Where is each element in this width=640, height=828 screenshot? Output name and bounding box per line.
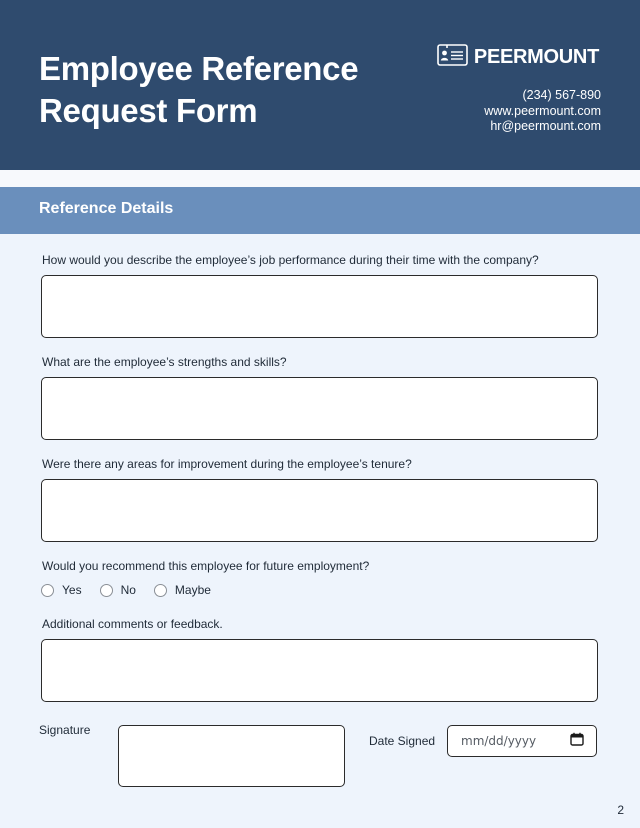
question-recommend-label: Would you recommend this employee for future employment? [42,559,370,573]
id-card-icon [437,44,468,71]
radio-maybe[interactable] [154,583,211,597]
signature-label: Signature [39,723,91,737]
contact-phone: (234) 567-890 [522,88,601,102]
contact-email: hr@peermount.com [490,119,601,133]
calendar-icon[interactable] [570,732,584,751]
strengths-answer-field[interactable] [41,377,598,440]
radio-no[interactable] [100,583,136,597]
section-header [0,187,640,234]
contact-info [484,88,601,135]
radio-maybe-label: Maybe [174,583,211,597]
header-banner [0,0,640,170]
title-line-1: Employee Reference [39,50,359,87]
performance-answer-field[interactable] [41,275,598,338]
radio-yes-label: Yes [62,583,82,597]
recommend-radio-group [41,583,211,597]
brand-logo [437,44,599,70]
question-strengths-label: What are the employee’s strengths and skills? [42,355,287,369]
question-comments-label: Additional comments or feedback. [42,617,223,631]
question-improvement-label: Were there any areas for improvement during the employee’s tenure? [42,457,412,471]
brand-name: PEERMOUNT [473,45,599,68]
date-signed-input[interactable] [447,725,597,757]
header-divider [0,170,640,187]
contact-website: www.peermount.com [484,103,601,118]
page-number: 2 [617,803,624,817]
date-signed-label: Date Signed [369,734,436,748]
title-line-2: Request Form [39,92,258,129]
radio-no-circle[interactable] [100,584,113,597]
radio-no-label: No [120,583,136,597]
question-performance-label: How would you describe the employee’s job performance during their time with the company? [42,253,539,267]
signature-field[interactable] [118,725,345,787]
section-title: Reference Details [39,200,174,217]
page-title [39,48,379,132]
radio-yes-circle[interactable] [41,584,54,597]
date-placeholder: mm/dd/yyyy [461,734,537,748]
radio-yes[interactable] [41,583,82,597]
comments-answer-field[interactable] [41,639,598,702]
radio-maybe-circle[interactable] [154,584,167,597]
improvement-answer-field[interactable] [41,479,598,542]
